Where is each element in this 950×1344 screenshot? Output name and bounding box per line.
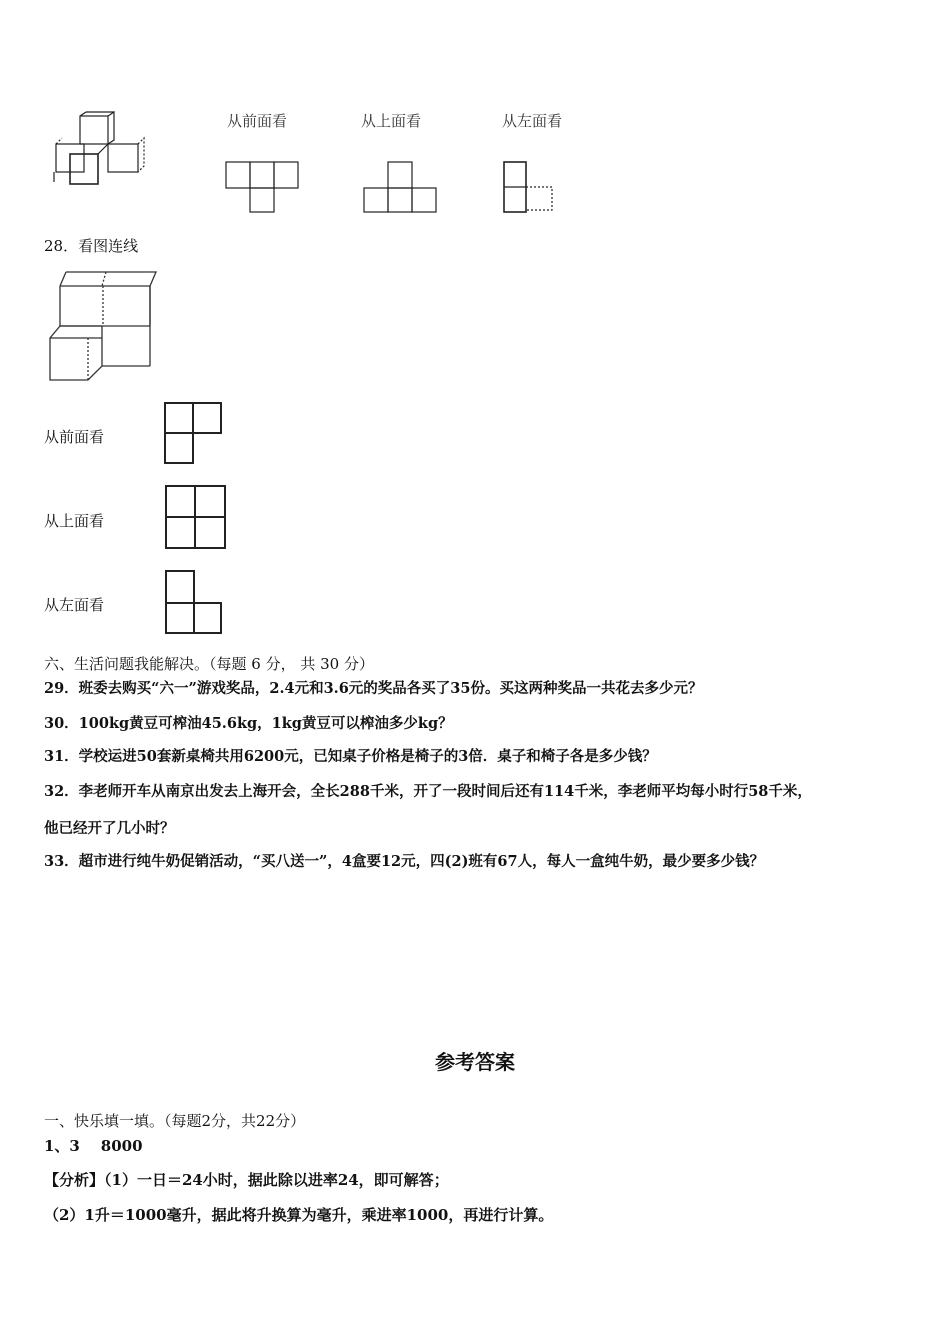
- analysis-line-2: （2）1升＝1000毫升，据此将升换算为毫升，乘进率1000，再进行计算。: [44, 1206, 554, 1224]
- question-31: 31．学校运进50套新桌椅共用6200元，已知桌子价格是椅子的3倍．桌子和椅子各是多少钱？: [44, 748, 657, 765]
- question-33: 33．超市进行纯牛奶促销活动，“买八送一”，4盒要12元，四(2)班有67人，每人一盒纯牛奶，最少要多少钱？: [44, 853, 765, 870]
- q28-view-a: [163, 401, 225, 467]
- question-32-line1: 32．李老师开车从南京出发去上海开会，全长288千米，开了一段时间后还有114千米，李老师平均每小时行58千米，: [44, 783, 812, 800]
- q27-label-front: 从前面看: [227, 112, 288, 130]
- q28-solid-figure: [46, 268, 161, 386]
- q28-title: 28．看图连线: [44, 237, 139, 255]
- q28-view-c: [163, 569, 225, 637]
- q28-option-left: 从左面看: [44, 596, 105, 614]
- q27-left-view: [502, 160, 562, 215]
- question-30: 30．100kg黄豆可榨油45.6kg，1kg黄豆可以榨油多少kg？: [44, 715, 453, 732]
- q27-label-left: 从左面看: [502, 112, 563, 130]
- section6-heading: 六、生活问题我能解决。（每题 6 分， 共 30 分）: [44, 655, 374, 673]
- question-29: 29．班委去购买“六一”游戏奖品，2.4元和3.6元的奖品各买了35份。买这两种奖品一共花去多少元？: [44, 680, 703, 697]
- q27-front-view: [224, 160, 304, 215]
- analysis-line-1: 【分析】（1）一日＝24小时，据此除以进率24，即可解答；: [44, 1171, 449, 1189]
- q28-option-top: 从上面看: [44, 512, 105, 530]
- answers-title: 参考答案: [435, 1050, 515, 1074]
- q27-label-top: 从上面看: [361, 112, 422, 130]
- q27-solid-figure: [50, 110, 160, 190]
- q27-top-view: [362, 160, 442, 215]
- answers-section1-heading: 一、快乐填一填。（每题2分，共22分）: [44, 1112, 306, 1130]
- q28-option-front: 从前面看: [44, 428, 105, 446]
- question-32-line2: 他已经开了几小时？: [44, 820, 175, 837]
- q28-view-b: [163, 484, 229, 552]
- answer-1: 1、3 8000: [44, 1137, 143, 1155]
